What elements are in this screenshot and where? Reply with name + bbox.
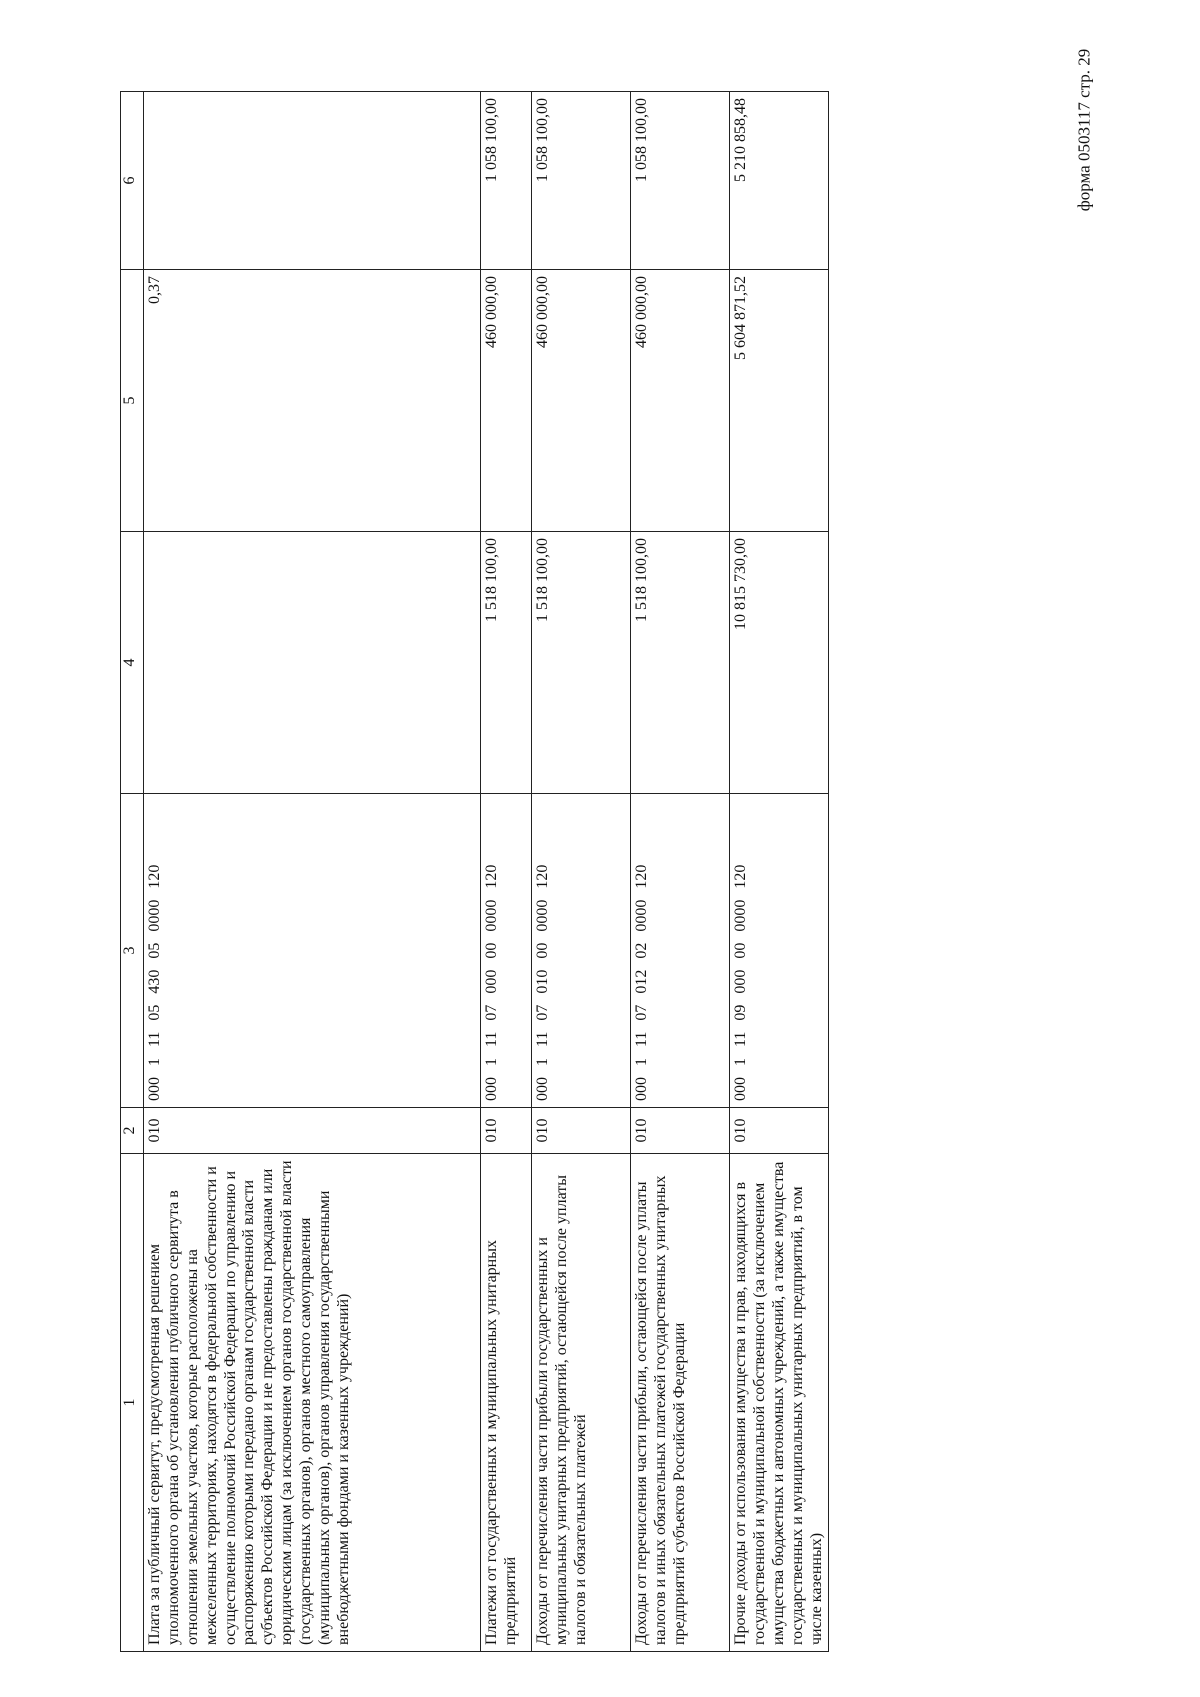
unexecuted-amount-cell: 5 210 858,48 [730,92,829,270]
form-page-label: форма 0503117 стр. 29 [1073,48,1093,212]
unexecuted-amount-cell: 1 058 100,00 [532,92,631,270]
approved-amount-cell [144,532,481,794]
approved-amount-cell: 1 518 100,00 [631,532,730,794]
line-code-cell: 010 [631,1108,730,1154]
column-number: 1 [121,1154,144,1652]
approved-amount-cell: 1 518 100,00 [532,532,631,794]
income-name-cell: Плата за публичный сервитут, предусмотренная решением уполномоченного органа об установлении публичного сервитута в отношении земельных участков, которые расположены на межселенных территориях, находятся в федеральной собственности и осуществление полномочий Российской Федерации по управлению и распоряжению которыми передано органам государственной власти субъектов Российской Федерации и не предоставлены гражданам или юридическим лицам (за исключением органов государственной власти (государственных органов), органов местного самоуправления (муниципальных органов), органов управления государственными внебюджетными фондами и казенных учреждений) [144,1154,481,1652]
executed-amount-cell: 5 604 871,52 [730,270,829,532]
table-row [144,92,481,1652]
executed-amount-cell: 460 000,00 [481,270,532,532]
budget-classification-code-cell: 000 1 11 05 430 05 0000 120 [144,794,481,1108]
table-row [481,92,532,1652]
executed-amount-cell: 0,37 [144,270,481,532]
income-name-cell: Доходы от перечисления части прибыли государственных и муниципальных унитарных предприятий, остающейся после уплаты налогов и обязательных платежей [532,1154,631,1652]
income-name-cell: Прочие доходы от использования имущества и прав, находящихся в государственной и муниципальной собственности (за исключением имущества бюджетных и автономных учреждений, а также имущества государственных и муниципальных унитарных предприятий, в том числе казенных) [730,1154,829,1652]
line-code-cell: 010 [532,1108,631,1154]
income-name-cell: Доходы от перечисления части прибыли, остающейся после уплаты налогов и иных обязательных платежей государственных унитарных предприятий субъектов Российской Федерации [631,1154,730,1652]
line-code-cell: 010 [144,1108,481,1154]
executed-amount-cell: 460 000,00 [631,270,730,532]
table-row [730,92,829,1652]
column-number: 5 [121,270,144,532]
column-number: 4 [121,532,144,794]
unexecuted-amount-cell: 1 058 100,00 [481,92,532,270]
budget-classification-code-cell: 000 1 11 07 010 00 0000 120 [532,794,631,1108]
budget-classification-code-cell: 000 1 11 07 000 00 0000 120 [481,794,532,1108]
column-number-row [121,92,144,1652]
line-code-cell: 010 [481,1108,532,1154]
approved-amount-cell: 10 815 730,00 [730,532,829,794]
budget-classification-code-cell: 000 1 11 09 000 00 0000 120 [730,794,829,1108]
column-number: 6 [121,92,144,270]
column-number: 2 [121,1108,144,1154]
income-report-table [120,91,829,1652]
unexecuted-amount-cell: 1 058 100,00 [631,92,730,270]
line-code-cell: 010 [730,1108,829,1154]
table-row [532,92,631,1652]
approved-amount-cell: 1 518 100,00 [481,532,532,794]
income-name-cell: Платежи от государственных и муниципальных унитарных предприятий [481,1154,532,1652]
unexecuted-amount-cell [144,92,481,270]
report-sheet [120,92,1000,1652]
column-number: 3 [121,794,144,1108]
budget-classification-code-cell: 000 1 11 07 012 02 0000 120 [631,794,730,1108]
executed-amount-cell: 460 000,00 [532,270,631,532]
table-row [631,92,730,1652]
